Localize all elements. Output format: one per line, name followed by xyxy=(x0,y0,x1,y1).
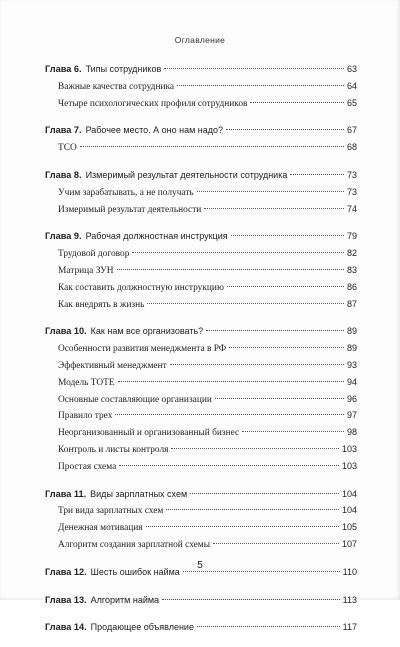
dot-leader xyxy=(117,269,344,270)
toc-section-row[interactable] xyxy=(45,519,357,536)
chapter-title: Продающее объявление xyxy=(90,622,194,633)
dot-leader xyxy=(119,465,339,466)
toc-section-row[interactable] xyxy=(45,374,357,391)
chapter-page: 113 xyxy=(342,594,357,605)
section-title: Денежная мотивация xyxy=(58,523,143,534)
toc-chapter xyxy=(45,486,357,553)
toc-section-row[interactable] xyxy=(45,95,357,112)
chapter-number: Глава 9. xyxy=(45,231,82,242)
dot-leader xyxy=(197,191,344,192)
section-page: 105 xyxy=(341,522,357,533)
running-head: Оглавление xyxy=(174,35,226,45)
dot-leader xyxy=(206,330,344,331)
toc-chapter xyxy=(45,61,357,111)
toc-section-row[interactable] xyxy=(45,340,357,357)
section-page: 74 xyxy=(346,203,357,214)
chapter-title: Виды зарплатных схем xyxy=(90,488,188,499)
toc-section-row[interactable] xyxy=(45,391,357,408)
toc-chapter xyxy=(45,167,357,217)
chapter-page: 89 xyxy=(346,326,357,337)
section-page: 65 xyxy=(346,97,357,108)
toc-section-row[interactable] xyxy=(45,296,357,313)
dot-leader xyxy=(229,347,344,348)
dot-leader xyxy=(226,129,344,130)
section-page: 87 xyxy=(346,298,357,309)
section-title: Правило трех xyxy=(58,411,113,422)
toc-section-row[interactable] xyxy=(45,201,357,218)
section-title: Матрица ЗУН xyxy=(58,265,114,276)
toc-chapter-row[interactable] xyxy=(45,619,357,636)
section-title: Как внедрять в жизнь xyxy=(58,299,145,310)
chapter-title: Рабочая должностная инструкция xyxy=(85,231,228,242)
dot-leader xyxy=(204,208,344,209)
toc-chapter-row[interactable] xyxy=(45,486,357,503)
chapter-title: Измеримый результат деятельности сотрудника xyxy=(85,169,288,180)
chapter-number: Глава 14. xyxy=(45,622,87,633)
section-title: Как составить должностную инструкцию xyxy=(58,282,224,293)
section-title: Особенности развития менеджмента в РФ xyxy=(58,344,227,355)
dot-leader xyxy=(170,364,344,365)
chapter-title: Алгоритм найма xyxy=(90,594,160,605)
toc-chapter xyxy=(45,323,357,474)
section-page: 97 xyxy=(346,410,357,421)
dot-leader xyxy=(115,414,344,415)
chapter-number: Глава 12. xyxy=(45,566,87,577)
section-page: 64 xyxy=(346,80,357,91)
toc-chapter-row[interactable] xyxy=(45,61,357,78)
dot-leader xyxy=(162,599,340,600)
dot-leader xyxy=(213,543,339,544)
section-title: Трудовой договор xyxy=(58,249,130,260)
dot-leader xyxy=(250,102,344,103)
dot-leader xyxy=(290,174,344,175)
dot-leader xyxy=(164,68,344,69)
section-title: Важные качества сотрудника xyxy=(58,81,175,92)
section-page: 96 xyxy=(346,393,357,404)
toc-chapter xyxy=(45,122,357,156)
section-title: Простая схема xyxy=(58,461,117,472)
chapter-number: Глава 8. xyxy=(45,169,82,180)
toc-chapter xyxy=(45,228,357,312)
toc-section-row[interactable] xyxy=(45,424,357,441)
dot-leader xyxy=(132,252,344,253)
toc-section-row[interactable] xyxy=(45,502,357,519)
dot-leader xyxy=(215,398,344,399)
section-page: 104 xyxy=(341,505,357,516)
dot-leader xyxy=(231,235,344,236)
section-page: 86 xyxy=(346,281,357,292)
dot-leader xyxy=(146,526,339,527)
chapter-number: Глава 13. xyxy=(45,594,87,605)
toc-section-row[interactable] xyxy=(45,441,357,458)
chapter-page: 117 xyxy=(342,622,357,633)
chapter-page: 73 xyxy=(346,169,357,180)
section-page: 83 xyxy=(346,264,357,275)
toc-section-row[interactable] xyxy=(45,536,357,553)
section-page: 82 xyxy=(346,248,357,259)
page-number: 5 xyxy=(197,560,203,571)
toc-section-row[interactable] xyxy=(45,262,357,279)
toc-chapter-row[interactable] xyxy=(45,122,357,139)
dot-leader xyxy=(118,381,344,382)
section-title: Измеримый результат деятельности xyxy=(58,204,202,215)
section-title: Неорганизованный и организованный бизнес xyxy=(58,428,240,439)
chapter-number: Глава 11. xyxy=(45,488,87,499)
chapter-page: 110 xyxy=(342,566,357,577)
section-title: Модель ТОТЕ xyxy=(58,377,115,388)
section-page: 89 xyxy=(346,343,357,354)
dot-leader xyxy=(197,626,340,627)
chapter-page: 63 xyxy=(346,64,357,74)
dot-leader xyxy=(242,431,344,432)
section-title: Эффективный менеджмент xyxy=(58,360,167,371)
toc-chapter xyxy=(45,619,357,636)
chapter-page: 67 xyxy=(346,125,357,136)
toc-section-row[interactable] xyxy=(45,139,357,156)
dot-leader xyxy=(166,509,339,510)
dot-leader xyxy=(177,85,344,86)
toc-chapter-row[interactable] xyxy=(45,167,357,184)
dot-leader xyxy=(147,303,344,304)
dot-leader xyxy=(227,286,344,287)
toc-section-row[interactable] xyxy=(45,279,357,296)
toc-section-row[interactable] xyxy=(45,407,357,424)
chapter-title: Как нам все организовать? xyxy=(90,326,204,337)
section-page: 73 xyxy=(346,186,357,197)
chapter-title: Типы сотрудников xyxy=(85,64,162,74)
toc-chapter-row[interactable] xyxy=(45,228,357,245)
dot-leader xyxy=(80,146,344,147)
section-page: 107 xyxy=(341,538,357,549)
chapter-number: Глава 6. xyxy=(45,64,82,74)
section-title: Контроль и листы контроля xyxy=(58,444,169,455)
section-page: 94 xyxy=(346,376,357,387)
section-title: Четыре психологических профиля сотрудников xyxy=(58,98,248,109)
toc-section-row[interactable] xyxy=(45,458,357,475)
chapter-page: 79 xyxy=(346,231,357,242)
section-title: Алгоритм создания зарплатной схемы xyxy=(58,539,211,550)
section-title: Основные составляющие организации xyxy=(58,394,212,405)
chapter-number: Глава 10. xyxy=(45,326,87,337)
toc-section-row[interactable] xyxy=(45,245,357,262)
chapter-title: Шесть ошибок найма xyxy=(90,566,180,577)
section-page: 103 xyxy=(341,460,357,471)
chapter-title: Рабочее место. А оно нам надо? xyxy=(85,125,224,136)
dot-leader xyxy=(171,448,339,449)
section-title: Учим зарабатывать, а не получать xyxy=(58,187,194,198)
section-page: 98 xyxy=(346,427,357,438)
section-title: Три вида зарплатных схем xyxy=(58,506,164,517)
section-page: 103 xyxy=(341,443,357,454)
toc-section-row[interactable] xyxy=(45,78,357,95)
chapter-page: 104 xyxy=(341,488,357,499)
section-title: ТСО xyxy=(58,143,77,154)
chapter-number: Глава 7. xyxy=(45,125,82,136)
toc-section-row[interactable] xyxy=(45,184,357,201)
dot-leader xyxy=(190,493,339,494)
toc-chapter-row[interactable] xyxy=(45,323,357,340)
toc-section-row[interactable] xyxy=(45,357,357,374)
section-page: 68 xyxy=(346,142,357,153)
section-page: 93 xyxy=(346,359,357,370)
